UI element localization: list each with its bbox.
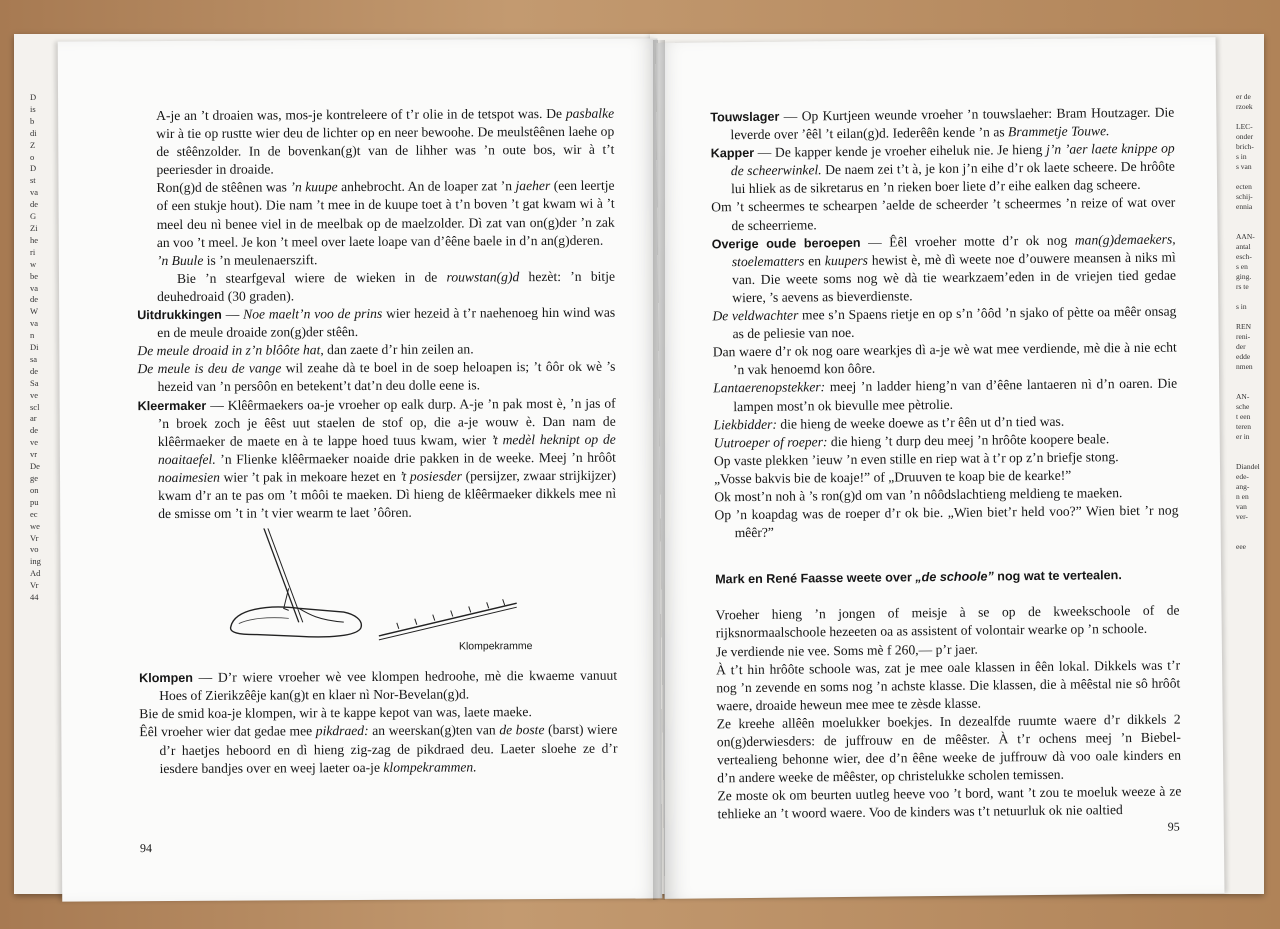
edge-text-line: Di	[30, 342, 39, 353]
edge-text-line: va	[30, 187, 39, 198]
edge-text-line: schij-	[1236, 192, 1253, 201]
edge-text-line	[1236, 442, 1262, 452]
edge-text-line: nmen	[1236, 362, 1253, 371]
entry-heading: Klompen	[139, 671, 193, 686]
edge-text-line: D	[30, 92, 37, 102]
paragraph: Ze moste ok om beurten uutleg heeve voo ’t bord, want ’t zou te moeluk weeze à ze tehlieke an ’t woord waere. Voo de kinders was t’t netuurluk ok nie oaltied	[717, 783, 1182, 822]
edge-text-line: s in	[1236, 152, 1247, 161]
paragraph: A-je an ’t droaien was, mos-je kontreleere of t’r olie in de tetspot was. De pasbalke wir à tie op rustte wier deu de lichter op en neer bewoohe. De meulstêênen laehe op de stêênzolder. In de bovenkan(g)t van de lihher was ’n oute bos, wir à t’t peeriesder in droaide.	[156, 105, 615, 178]
edge-text-line	[1236, 532, 1262, 542]
paragraph: Ron(g)d de stêênen was ’n kuupe anhebrocht. An de loaper zat ’n jaeher (een leertje of een stukje hout). Die nam ’t mee in de kuupe toet à t’n boven ’t gat kwam wi à ’t meel deu nì benee viel in de meelbak op de maelzolder. Dì zat van on(g)der ’n zak an voo ’t meel. Je kon ’t meel over laete loape van d’êêne baele in d’n an(g)deren.	[156, 178, 615, 250]
edge-text-line: er in	[1236, 432, 1250, 441]
edge-text-line: Vr	[30, 532, 39, 543]
entry-klompen: Klompen — D’r wiere vroeher wè vee klompen hedroohe, mè die kwaeme vanuut Hoes of Zierikzêêje kan(g)t en klaer nì Nor-Bevelan(g)d. Bie de smid koa-je klompen, wir à te kappe kepot van was, laete maeke. Êêl vroeher wier dat gedae mee pikdraed: an weerskan(g)ten van de boste (barst) wiere d’r haetjes heboord en dì hieng zig-zag de pikdraed deu. Laeter sloehe ze d’r iesdere bandjes over en weej laeter oa-je klompekrammen.	[139, 667, 618, 776]
book-spine-shadow	[653, 40, 665, 900]
edge-text-line: we	[30, 520, 40, 531]
edge-text-line	[1236, 312, 1262, 322]
edge-text-line: er de	[1236, 92, 1251, 101]
entry-heading: Uitdrukkingen	[137, 307, 222, 323]
edge-text-line: vo	[30, 544, 39, 555]
underlying-page-edge-text-left	[30, 92, 44, 604]
edge-text-line: ang-	[1236, 482, 1250, 491]
edge-text-line: de	[30, 294, 39, 305]
edge-text-line: n en	[1236, 492, 1249, 501]
edge-text-line: rzoek	[1236, 102, 1253, 111]
edge-text-line: ar	[30, 413, 37, 424]
edge-text-line: teren	[1236, 422, 1251, 431]
edge-text-line: s en	[1236, 262, 1248, 271]
edge-text-line: antal	[1236, 242, 1251, 251]
entry-heading: Kapper	[710, 146, 755, 161]
page-94-text-column	[136, 105, 618, 778]
page-94	[58, 38, 662, 901]
edge-text-line: ve	[30, 437, 39, 448]
edge-text-line	[1236, 172, 1262, 182]
edge-text-line: vr	[30, 449, 38, 460]
edge-text-line	[1236, 452, 1262, 462]
edge-text-line: pu	[30, 496, 39, 507]
edge-text-line: Ad	[30, 568, 41, 579]
paragraph: ’n Buule is ’n meulenaerszift.	[156, 251, 318, 268]
entry-heading: Kleermaker	[137, 398, 207, 413]
edge-text-line: G	[30, 211, 37, 222]
edge-text-line: LEC-	[1236, 122, 1253, 131]
edge-text-line: de	[30, 365, 39, 376]
edge-text-line: scl	[30, 401, 40, 412]
edge-text-line: onder	[1236, 132, 1254, 141]
edge-text-line: ecten	[1236, 182, 1252, 191]
edge-text-line: sa	[30, 353, 38, 364]
edge-text-line: t een	[1236, 412, 1251, 421]
edge-text-line: AAN-	[1236, 232, 1255, 241]
edge-text-line: edde	[1236, 352, 1251, 361]
edge-text-line: reni-	[1236, 332, 1251, 341]
paragraph: À t’t hin hrôôte schoole was, zat je mee oale klassen in êên lokal. Dikkels was t’r nog ’n zevende en soms nog ’n achste klasse. Die klassen, die à mêêstal nie sô hrôôt waere, droaide heweun mee mee te zèsde klasse.	[716, 657, 1181, 714]
entry-kapper: Kapper — De kapper kende je vroeher eiheluk nie. Je hieng j’n ’aer laete knippe op de scheerwinkel. De naem zei t’t à, je kon j’n eihe d’r ok laete scheere. De hrôôte lui hliek as de sikretarus en ’n rieken boer liete d’r eihe ealken dag scheere. Om ’t scheermes te schearpen ’aelde de scheerder ’t scheermes ’n reize of wat over de scheerrieme.	[710, 140, 1176, 233]
edge-text-line: st	[30, 175, 36, 186]
edge-text-line: Sa	[30, 377, 39, 388]
edge-text-line: is	[30, 103, 36, 114]
edge-text-line: o	[30, 151, 35, 162]
edge-text-line	[1236, 212, 1262, 222]
section-title: Mark en René Faasse weete over „de schoole” nog wat te vertealen.	[715, 568, 1122, 587]
edge-text-line: ge	[30, 473, 39, 483]
edge-text-line: he	[30, 234, 39, 245]
edge-text-line: b	[30, 115, 35, 126]
entry-kleermaker: Kleermaker — Klêêrmaekers oa-je vroeher op ealk durp. A-je ’n pak most è, ’n jas of ’n broek zoch je êêst uut staelen de stof op, die a-je wouw è. Dan nam de klêêrmaeker de maete en à te lappe hoed tuus kwam, wier ’t medèl heknipt op de noaitaefel. ’n Flienke klêêrmaeker noaide drie pakken in de weeke. Meej ’n hrôôt noaimesien wier ’t pak in mekoare hezet en ’t posiesder (persijzer, zwaar strijkijzer) kwam d’r an te pas om ’t môôi te maeken. Dì hieng de klêêrmaeker dikkels mee nì de smisse om ’t in ’t vier wearm te laet ’ôôren.	[137, 395, 617, 522]
entry-overige-oude-beroepen: Overige oude beroepen — Êêl vroeher motte d’r ok nog man(g)demaekers, stoelematters en kuupers hewist è, mè dì weete noe d’ouwere meansen à niks mì van. Die weete soms nog wè dà tie wearkzaem’eden in de vriejen tied gedae wiere, ’s aevens as bieverdienste. De veldwachter mee s’n Spaens rietje en op s’n ’ôôd ’n sjako of pètte oa mêêr onsag as de peliesie van noe. Dan waere d’r ok nog oare wearkjes dì a-je wè wat mee verdiende, mè die à nie echt ’n vak henoemd kon ôôre. Lantaerenopstekker: meej ’n ladder hieng’n van d’êêne lantaeren nì d’n oaren. Die lampen most’n ok bievulle mee pètrolie. Liekbidder: die hieng de weeke doewe as t’r êên ut d’n tied was. Uutroeper of roeper: die hieng ’t durp deu meej ’n hrôôte koopere beale. Op vaste plekken ’ieuw ’n even stille en riep wat à t’r op z’n briefje stong. „Vosse bakvis bie de koaje!” of „Druuven te koap bie de kearke!” Ok most’n noh à ’s ron(g)d om van ’n nôôdslachtieng meldieng te maeken. Op ’n koapdag was de roeper d’r ok bie. „Wien biet’r held voo?” Wien biet ’r nog mêêr?”	[711, 231, 1179, 541]
edge-text-line: ede-	[1236, 472, 1249, 481]
clog-drawing	[138, 527, 617, 670]
edge-text-line: eee	[1236, 542, 1246, 551]
edge-text-line: w	[30, 258, 37, 269]
clog-illustration	[138, 527, 617, 670]
edge-text-line: be	[30, 270, 39, 281]
edge-text-line: ver-	[1236, 512, 1248, 521]
page-number: 95	[1167, 819, 1180, 834]
edge-text-line	[1236, 522, 1262, 532]
edge-text-line: Diandel	[1236, 462, 1260, 471]
edge-text-line: va	[30, 282, 39, 293]
edge-text-line: esch-	[1236, 252, 1252, 261]
edge-text-line: on	[30, 484, 39, 495]
page-95-text-column	[710, 104, 1181, 824]
edge-text-line	[1236, 222, 1262, 232]
edge-text-line: brich-	[1236, 142, 1254, 151]
edge-text-line: va	[30, 318, 39, 329]
edge-text-line: ging.	[1236, 272, 1252, 281]
edge-text-line: De	[30, 461, 40, 472]
edge-text-line: D	[30, 163, 37, 174]
paragraph: Je verdiende nie vee. Soms mè f 260,— p’r jaer.	[715, 641, 978, 659]
edge-text-line: rs te	[1236, 282, 1249, 291]
edge-text-line: de	[30, 199, 39, 210]
edge-text-line: der	[1236, 342, 1246, 351]
edge-text-line: ve	[30, 389, 39, 400]
edge-text-line	[1236, 112, 1262, 122]
edge-text-line	[1236, 382, 1262, 392]
edge-text-line: W	[30, 306, 39, 317]
entry-heading: Touwslager	[710, 109, 780, 125]
edge-text-line: s van	[1236, 162, 1252, 171]
edge-text-line: AN-	[1236, 392, 1250, 401]
figure-caption: Klompekramme	[458, 640, 533, 653]
edge-text-line: sche	[1236, 402, 1250, 411]
edge-text-line: s in	[1236, 302, 1247, 311]
paragraph: Vroeher hieng ’n jongen of meisje à se op de kweekschoole of de rijksnormaalschoole hezeeten oa as assistent of volontair wearke op ’n schoole.	[715, 602, 1180, 641]
edge-text-line: Vr	[30, 580, 39, 591]
edge-text-line: di	[30, 127, 37, 138]
edge-text-line: n	[30, 330, 35, 341]
edge-text-line: ennia	[1236, 202, 1253, 211]
edge-text-line: REN	[1236, 322, 1251, 331]
edge-text-line	[1236, 372, 1262, 382]
edge-text-line: ing	[30, 556, 41, 567]
page-number: 94	[139, 841, 153, 856]
paragraph: Bie ’n stearfgeval wiere de wieken in de rouwstan(g)d hezèt: ’n bitje deuhedroaid (30 graden).	[157, 268, 616, 304]
entry-heading: Overige oude beroepen	[711, 235, 861, 252]
edge-text-line: ec	[30, 508, 38, 519]
entry-uitdrukkingen: Uitdrukkingen — Noe maelt’n voo de prins wier hezeid à t’r naehenoeg hin wind was en de meule droaide zon(g)der stêên. De meule droaid in z’n blôôte hat, dan zaete d’r hin zeilen an. De meule is deu de vange wil zeahe dà te boel in de soep heloapen is; ’t ôôr ok wè ’s hezeid van ’n persôôn en betekent’t dat’n deu dolle eene is.	[137, 304, 616, 395]
edge-text-line: ri	[30, 246, 36, 257]
edge-text-line: Z	[30, 139, 36, 150]
paragraph: Ze kreehe allêên moelukker boekjes. In dezealfde ruumte waere d’r dikkels 2 on(g)derwiesders: de juffrouw en de mêêster. À t’r ochens meej ’n Biebel-vertealieng behonne wier, dee d’n êêne weeke de juffrouw dà voo oale kinders en d’n andere weeke de mêêster, op christelukke scholen temissen.	[716, 711, 1182, 786]
edge-text-line: Zi	[30, 222, 38, 233]
edge-text-line: 44	[30, 592, 39, 603]
edge-text-line: de	[30, 425, 39, 436]
edge-text-line: van	[1236, 502, 1247, 511]
entry-touwslager: Touwslager — Op Kurtjeen weunde vroeher ’n touwslaeher: Bram Houtzager. Die leverde over ’êêl ’t eilan(g)d. Iederêên kende ’n as Brammetje Touwe.	[710, 104, 1175, 143]
underlying-page-edge-text-right	[1236, 92, 1262, 552]
edge-text-line	[1236, 292, 1262, 302]
page-95	[656, 37, 1225, 899]
